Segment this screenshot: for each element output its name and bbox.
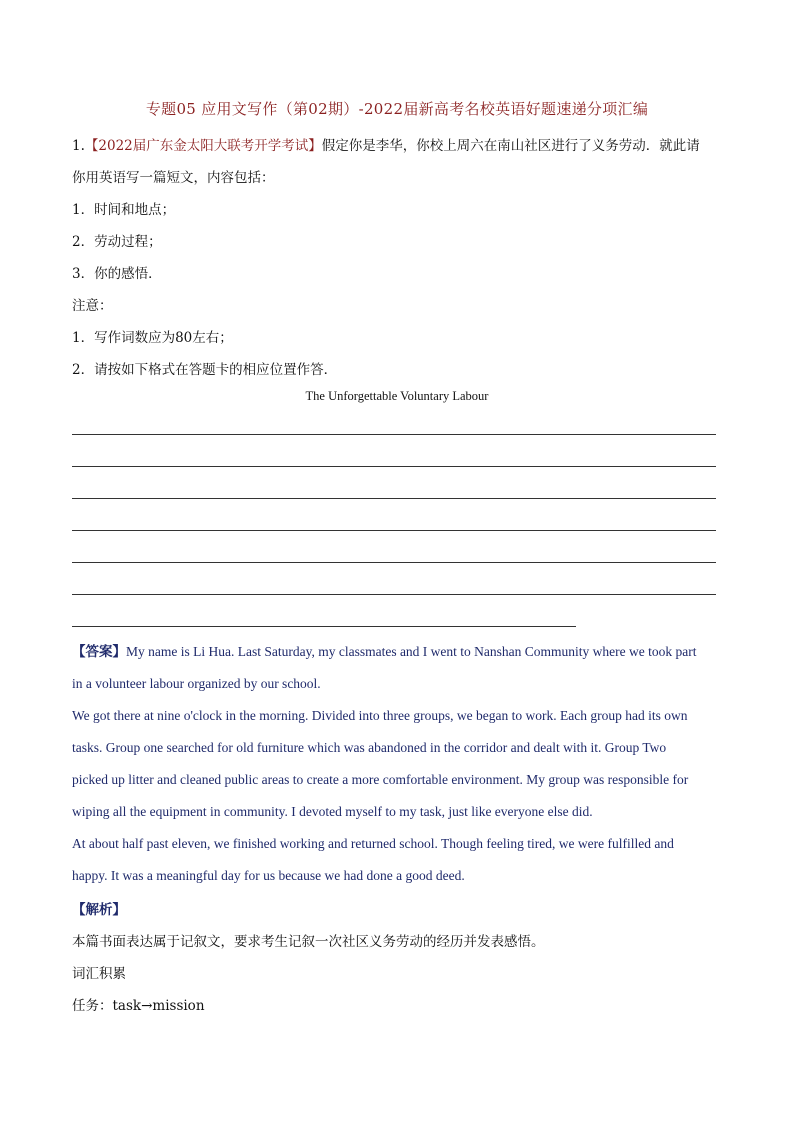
question-line-1 bbox=[72, 134, 700, 154]
writing-line bbox=[72, 594, 716, 595]
essay-title: The Unforgettable Voluntary Labour bbox=[305, 389, 489, 403]
question-prompt-1: 假定你是李华，你校上周六在南山社区进行了义务劳动．就此请 bbox=[321, 138, 700, 154]
writing-line bbox=[72, 530, 716, 531]
point-2: 2．劳动过程； bbox=[72, 234, 162, 250]
vocab-item: 任务：task→mission bbox=[72, 998, 205, 1014]
point-3: 3．你的感悟． bbox=[72, 266, 162, 282]
notes-label: 注意： bbox=[72, 298, 113, 314]
question-source: 【2022届广东金太阳大联考开学考试】 bbox=[84, 138, 322, 154]
answer-text: tasks. Group one searched for old furniture which was abandoned in the corridor and dealt with it. Group Two bbox=[72, 740, 667, 755]
writing-line bbox=[72, 562, 716, 563]
page-title: 专题05 应用文写作（第02期）-2022届新高考名校英语好题速递分项汇编 bbox=[145, 100, 649, 118]
answer-block bbox=[72, 636, 722, 892]
writing-line bbox=[72, 498, 716, 499]
vocab-label: 词汇积累 bbox=[72, 966, 126, 982]
note-1: 1．写作词数应为80左右； bbox=[72, 330, 233, 346]
writing-line bbox=[72, 434, 716, 435]
point-1: 1．时间和地点； bbox=[72, 202, 176, 218]
writing-line bbox=[72, 466, 716, 467]
answer-text: in a volunteer labour organized by our school. bbox=[72, 676, 321, 691]
answer-text: picked up litter and cleaned public areas to create a more comfortable environment. My group was responsible for bbox=[72, 772, 689, 787]
answer-text: We got there at nine o'clock in the morning. Divided into three groups, we began to work. Each group had its own bbox=[72, 708, 688, 723]
answer-text: wiping all the equipment in community. I devoted myself to my task, just like everyone else did. bbox=[72, 804, 593, 819]
writing-line bbox=[72, 626, 576, 627]
answer-text: My name is Li Hua. Last Saturday, my classmates and I went to Nanshan Community where we took part bbox=[126, 644, 697, 659]
question-number: 1. bbox=[72, 138, 85, 154]
answer-text: At about half past eleven, we finished working and returned school. Though feeling tired, we were fulfilled and bbox=[72, 836, 674, 851]
note-2: 2．请按如下格式在答题卡的相应位置作答． bbox=[72, 362, 338, 378]
answer-text: happy. It was a meaningful day for us because we had done a good deed. bbox=[72, 868, 465, 883]
analysis-text: 本篇书面表达属于记叙文，要求考生记叙一次社区义务劳动的经历并发表感悟。 bbox=[72, 934, 545, 950]
answer-label: 【答案】 bbox=[72, 644, 126, 660]
analysis-label: 【解析】 bbox=[72, 902, 126, 918]
question-prompt-2: 你用英语写一篇短文，内容包括： bbox=[72, 170, 275, 186]
